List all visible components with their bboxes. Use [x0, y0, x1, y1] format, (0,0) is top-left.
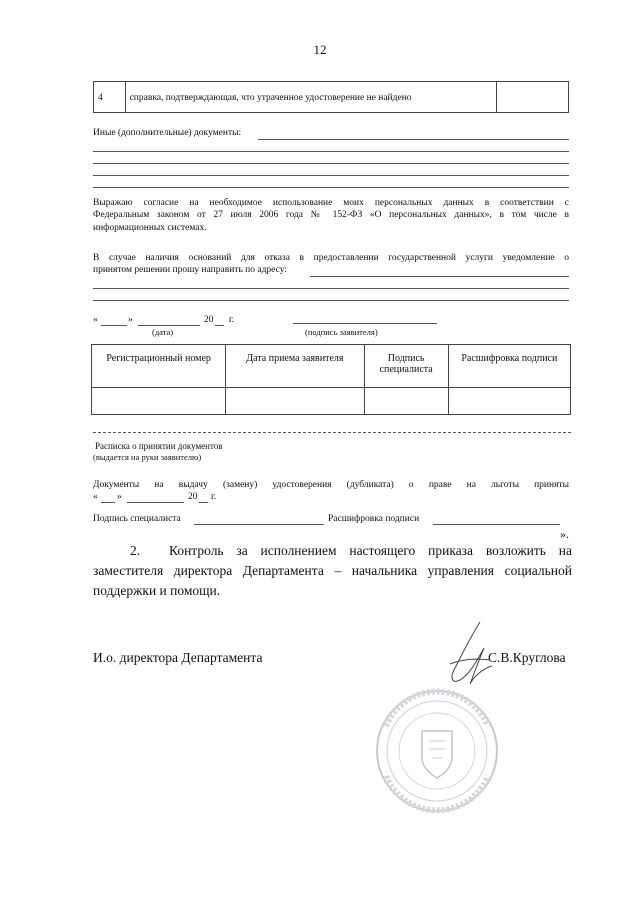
header-date: Дата приема заявителя — [226, 345, 364, 388]
cell-decode — [448, 388, 570, 415]
issue-close-quote: » — [117, 492, 122, 502]
date-open-quote: « — [93, 315, 98, 325]
signatory-title: И.о. директора Департамента — [93, 650, 263, 665]
order-item-number: 2. — [130, 543, 141, 558]
official-stamp — [372, 686, 502, 816]
page-number: 12 — [313, 42, 327, 57]
consent-line-3: информационных системах. — [93, 223, 207, 233]
address-line — [93, 300, 569, 301]
sign-caption: (подпись заявителя) — [305, 327, 378, 337]
row-number: 4 — [94, 82, 126, 113]
spec-sign-label: Подпись специалиста — [93, 514, 181, 524]
date-caption: (дата) — [152, 327, 174, 337]
issue-month-line — [127, 502, 184, 503]
other-docs-line — [93, 163, 569, 164]
cell-spec-sign — [364, 388, 448, 415]
refusal-line-2: принятом решении прошу направить по адресу: — [93, 265, 287, 275]
table-row — [94, 82, 569, 113]
consent-line-2: Федеральным законом от 27 июля 2006 года № 152-ФЗ «О персональных данных», в том числе в — [93, 210, 569, 220]
table-row — [92, 345, 571, 388]
date-year: 20 — [204, 315, 214, 325]
row-empty-cell — [496, 82, 568, 113]
other-docs-line — [258, 139, 569, 140]
address-line — [310, 276, 569, 277]
applicant-signature-line — [293, 323, 437, 324]
spec-decode-line — [433, 524, 560, 525]
date-g: г. — [229, 315, 235, 325]
date-year-line — [215, 325, 224, 326]
receipt-subtitle: (выдается на руки заявителю) — [93, 452, 202, 462]
other-docs-line — [93, 151, 569, 152]
date-day-line — [101, 325, 127, 326]
signatory-name: С.В.Круглова — [488, 650, 566, 665]
address-line — [93, 288, 569, 289]
issue-year-line — [199, 502, 208, 503]
order-line-1: Контроль за исполнением настоящего приказа возложить на — [169, 543, 572, 558]
issue-year: 20 — [188, 492, 198, 502]
other-docs-line — [93, 175, 569, 176]
refusal-line-1: В случае наличия оснований для отказа в предоставлении государственной услуги уведомление о — [93, 253, 569, 263]
registration-table — [91, 344, 571, 415]
spec-decode-label: Расшифровка подписи — [328, 514, 420, 524]
cut-line — [93, 432, 571, 433]
closing-quote: ». — [560, 527, 569, 541]
order-line-3: поддержки и помощи. — [93, 583, 221, 598]
issue-day-line — [101, 502, 115, 503]
date-close-quote: » — [128, 315, 133, 325]
other-docs-label: Иные (дополнительные) документы: — [93, 128, 242, 138]
other-docs-line — [93, 187, 569, 188]
issue-g: г. — [211, 492, 217, 502]
spec-sign-line — [194, 524, 324, 525]
header-decode: Расшифровка подписи — [448, 345, 570, 388]
table-row — [92, 388, 571, 415]
documents-table-row — [93, 81, 569, 113]
cell-reg-number — [92, 388, 226, 415]
issue-open-quote: « — [93, 492, 98, 502]
order-line-2: заместителя директора Департамента – начальника управления социальной — [93, 563, 572, 578]
consent-line-1: Выражаю согласие на необходимое использование моих персональных данных в соответствии с — [93, 198, 569, 208]
header-reg-number: Регистрационный номер — [92, 345, 226, 388]
header-spec-sign: Подпись специалиста — [364, 345, 448, 388]
row-text: справка, подтверждающая, что утраченное удостоверение не найдено — [125, 82, 496, 113]
date-month-line — [138, 325, 200, 326]
issue-line-1: Документы на выдачу (замену) удостоверения (дубликата) о праве на льготы приняты — [93, 480, 569, 490]
receipt-title: Расписка о принятии документов — [95, 441, 223, 451]
cell-date — [226, 388, 364, 415]
